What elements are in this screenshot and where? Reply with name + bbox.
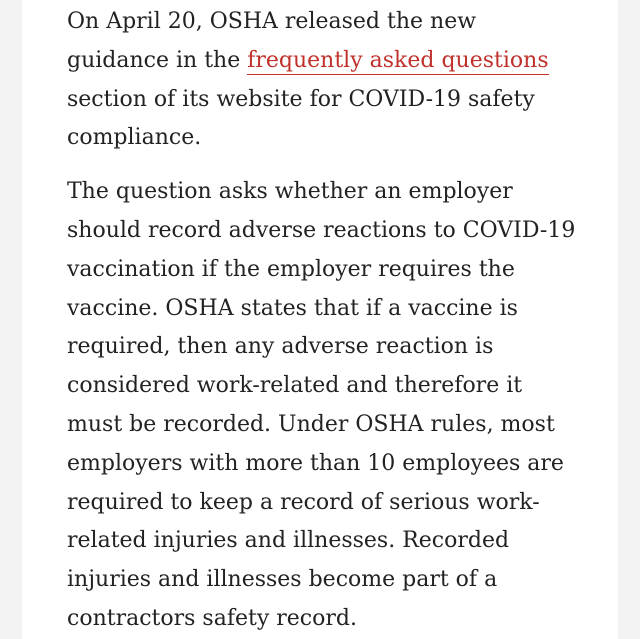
text-line: injuries and illnesses become part of a <box>67 567 498 593</box>
text-line: considered work-related and therefore it <box>67 373 523 399</box>
text-line: required to keep a record of serious work- <box>67 489 540 515</box>
text-line: employers with more than 10 employees are <box>67 450 564 476</box>
text-line: should record adverse reactions to COVID-19 <box>67 217 576 243</box>
paragraph-adverse-reactions <box>67 173 587 639</box>
text-line: compliance. <box>67 125 202 151</box>
text-line: related injuries and illnesses. Recorded <box>67 528 510 554</box>
text-line: contractors safety record. <box>67 605 357 631</box>
article-page <box>22 0 618 639</box>
text-line: must be recorded. Under OSHA rules, most <box>67 411 555 437</box>
article-body <box>67 3 587 639</box>
text-line-with-link <box>67 42 587 81</box>
text-line: vaccination if the employer requires the <box>67 256 515 282</box>
text-line: section of its website for COVID-19 safety <box>67 86 535 112</box>
text-line: vaccine. OSHA states that if a vaccine is <box>67 295 518 321</box>
text-line: required, then any adverse reaction is <box>67 334 494 360</box>
paragraph-osha-guidance <box>67 3 587 158</box>
text-segment: guidance in the <box>67 47 248 73</box>
text-line: On April 20, OSHA released the new <box>67 9 477 34</box>
faq-link[interactable]: frequently asked questions <box>247 47 549 73</box>
text-line: The question asks whether an employer <box>67 179 513 205</box>
